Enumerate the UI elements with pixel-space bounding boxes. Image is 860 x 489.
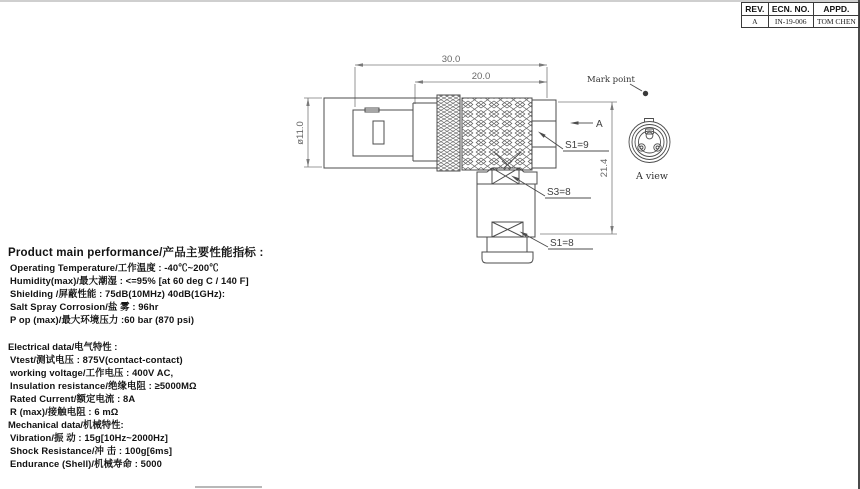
dim-knurl-length: 20.0 [471, 71, 491, 82]
key-slot [373, 121, 384, 144]
revision-table [741, 2, 860, 28]
label-hex-coupling: S3=8 [547, 187, 571, 198]
connector-face-view [629, 119, 670, 163]
spec-line: R (max)/接触电阻 : 6 mΩ [10, 406, 119, 417]
bottom-cap [482, 252, 533, 263]
ecn-value: IN-19-006 [768, 16, 813, 28]
spec-line: Rated Current/额定电流 : 8A [10, 393, 136, 404]
spec-line: P op (max)/最大环境压力 :60 bar (870 psi) [10, 314, 195, 325]
view-caption: A view [635, 171, 669, 182]
spec-line: Salt Spray Corrosion/盐 雾 : 96hr [10, 301, 159, 312]
spec-line: working voltage/工作电压 : 400V AC, [10, 367, 174, 378]
mark-point-dot [643, 91, 648, 96]
mark-point-leader [630, 84, 642, 91]
electrical-title: Electrical data/电气特性 : [8, 341, 118, 352]
rev-value: A [742, 16, 769, 28]
ecn-header: ECN. NO. [768, 3, 813, 16]
view-letter: A [596, 119, 603, 130]
mechanical-title: Mechanical data/机械特性: [8, 419, 124, 430]
connector-side-view [324, 95, 556, 263]
knurled-ring [437, 95, 460, 171]
label-hex-right: S1=9 [565, 140, 589, 151]
spec-line: Vibration/振 动 : 15g[10Hz~2000Hz] [10, 432, 169, 443]
spec-line: Humidity(max)/最大潮湿 : <=95% [at 60 deg C / 140 F] [10, 275, 249, 286]
dim-total-length: 30.0 [441, 54, 461, 65]
electrical-section [8, 340, 338, 418]
specifications-block [8, 245, 338, 470]
cutoff-title-block-edge [195, 486, 262, 488]
spec-line: Operating Temperature/工作温度 : -40℃~200℃ [10, 262, 219, 273]
spec-line: Shock Resistance/冲 击 : 100g[6ms] [10, 445, 173, 456]
mark-point-label: Mark point [587, 75, 635, 85]
spec-line: Vtest/测试电压 : 875V(contact-contact) [10, 354, 183, 365]
appd-header: APPD. [813, 3, 859, 16]
label-hex-lower: S1=8 [550, 238, 574, 249]
appd-value: TOM CHEN [813, 16, 859, 28]
spec-line: Endurance (Shell)/机械寿命 : 5000 [10, 458, 162, 469]
revision-table-header-row [742, 3, 860, 16]
hex-nose [532, 100, 556, 168]
spec-line: Shielding /屏蔽性能 : 75dB(10MHz) 40dB(1GHz): [10, 288, 226, 299]
dim-height: 21.4 [599, 158, 610, 178]
spec-line: Insulation resistance/绝缘电阻 : ≥5000MΩ [10, 380, 197, 391]
plug-insert [353, 110, 413, 156]
performance-title: Product main performance/产品主要性能指标 : [8, 247, 264, 259]
dim-diameter: ø11.0 [295, 121, 306, 145]
rev-header: REV. [742, 3, 769, 16]
knurled-barrel [462, 98, 532, 170]
view-direction-arrow [570, 121, 593, 125]
mechanical-section [8, 418, 338, 470]
performance-section [8, 245, 338, 326]
revision-table-value-row [742, 16, 860, 28]
